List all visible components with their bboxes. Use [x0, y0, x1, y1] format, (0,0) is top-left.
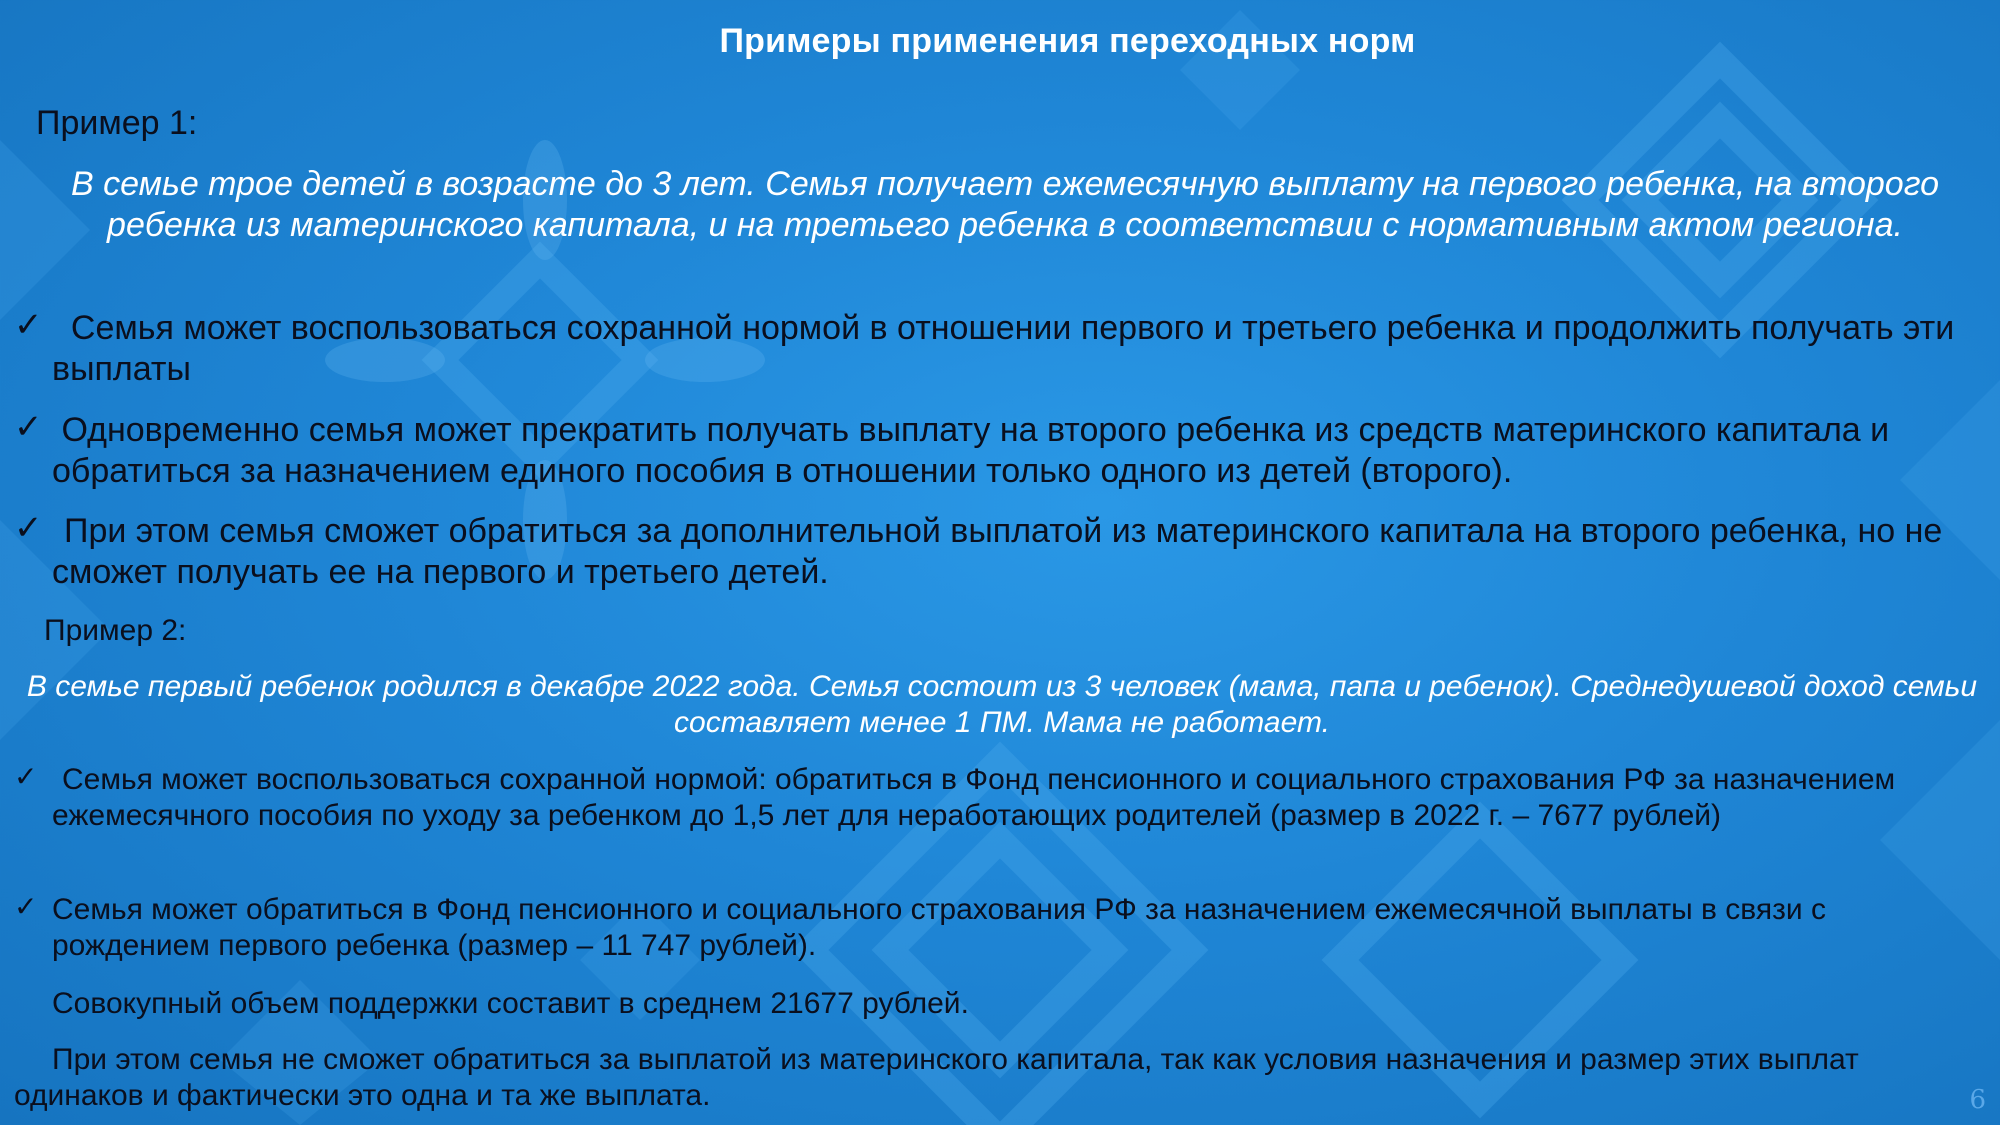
example-2-label: Пример 2: [44, 614, 187, 647]
bullet-text: Семья может воспользоваться сохранной нормой: обратиться в Фонд пенсионного и социального страхования РФ за назначением ежемесячного пособия по уходу за ребенком до 1,5 лет для неработающих родителей (размер в 2022 г. – 7677 рублей) [52, 763, 1896, 832]
example-1-bullet [14, 410, 1974, 492]
example-2-description: В семье первый ребенок родился в декабре 2022 года. Семья состоит из 3 человек (мама, папа и ребенок). Среднедушевой доход семьи составляет менее 1 ПМ. Мама не работает. [26, 670, 1978, 739]
page-number: 6 [1969, 1085, 1986, 1115]
example-2-bullet [14, 892, 1974, 964]
example-1-description: В семье трое детей в возрасте до 3 лет. Семья получает ежемесячную выплату на первого ребенка, на второго ребенка из материнского капитала, и на третьего ребенка в соответствии с нормативным актом региона. [70, 165, 1940, 244]
checkmark-icon: ✓ [14, 761, 38, 792]
example-1-label: Пример 1: [36, 104, 198, 142]
checkmark-icon: ✓ [14, 306, 43, 344]
total-support-text: Совокупный объем поддержки составит в среднем 21677 рублей. [52, 987, 969, 1020]
slide-title: Примеры применения переходных норм [719, 22, 1416, 60]
checkmark-icon: ✓ [14, 408, 43, 446]
bullet-text: При этом семья сможет обратиться за дополнительной выплатой из материнского капитала на второго ребенка, но не сможет получать ее на первого и третьего детей. [52, 512, 1943, 591]
bullet-text: Одновременно семья может прекратить получать выплату на второго ребенка из средств материнского капитала и обратиться за назначением единого пособия в отношении только одного из детей (второго). [52, 411, 1899, 490]
example-1-bullet [14, 308, 1974, 390]
bullet-text: Семья может обратиться в Фонд пенсионного и социального страхования РФ за назначением ежемесячной выплаты в связи с рождением первого ребенка (размер – 11 747 рублей). [52, 893, 1826, 962]
example-2-bullet [14, 762, 1974, 834]
note-text: При этом семья не сможет обратиться за выплатой из материнского капитала, так как условия назначения и размер этих выплат одинаков и фактически это одна и та же выплата. [14, 1043, 1859, 1112]
checkmark-icon: ✓ [14, 509, 43, 547]
example-1-bullet [14, 511, 1974, 593]
checkmark-icon: ✓ [14, 891, 38, 922]
bullet-text: Семья может воспользоваться сохранной нормой в отношении первого и третьего ребенка и продолжить получать эти выплаты [52, 309, 1964, 388]
